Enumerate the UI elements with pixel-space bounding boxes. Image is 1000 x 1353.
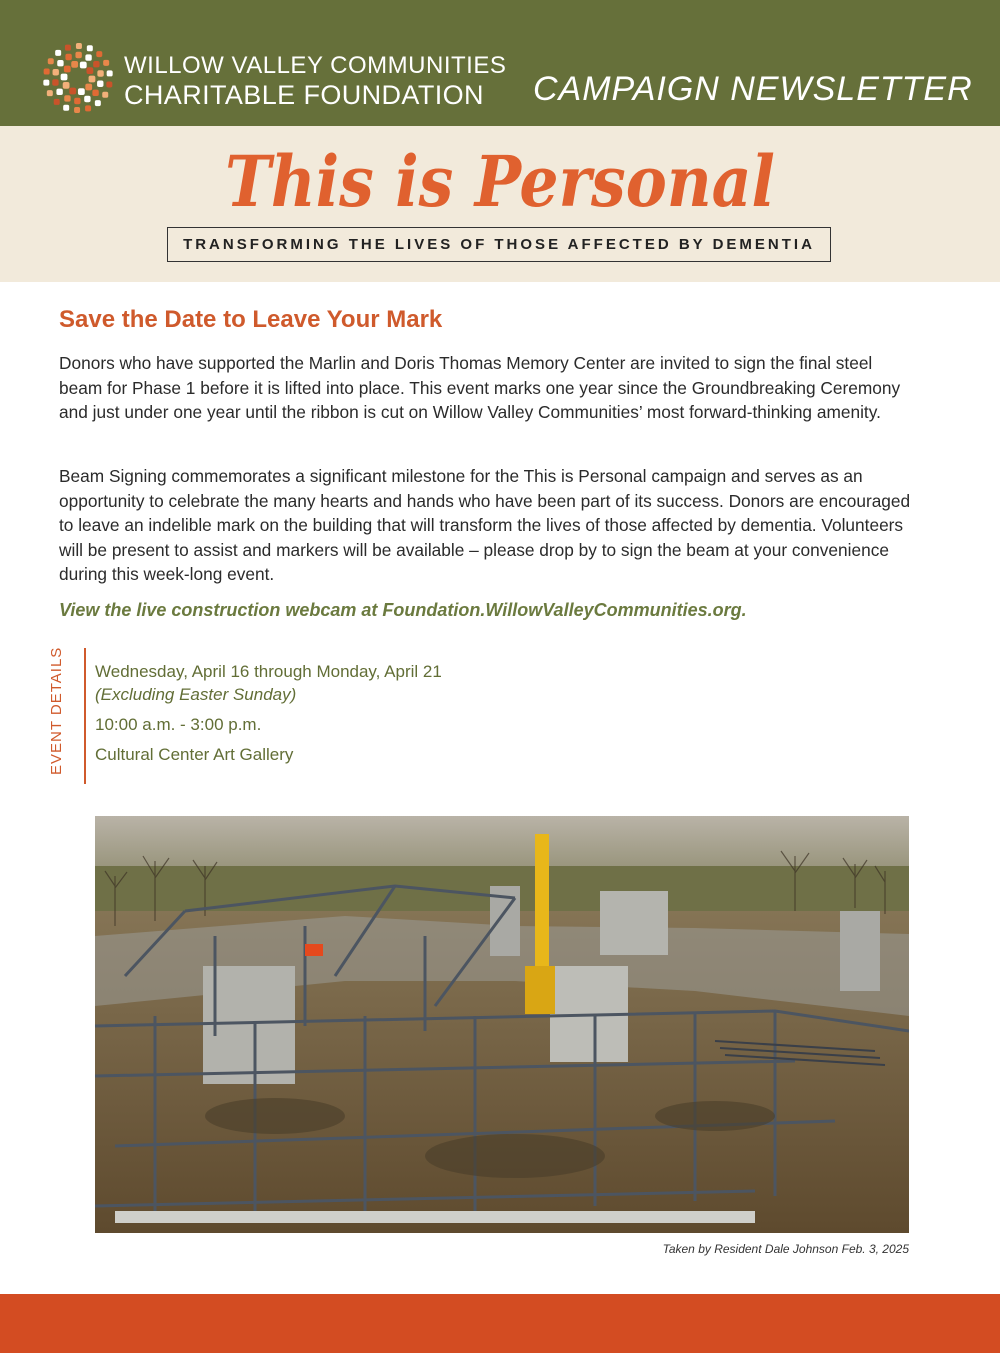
org-name-line2: CHARITABLE FOUNDATION <box>124 80 484 110</box>
footer-bar <box>0 1294 1000 1353</box>
event-details-label: EVENT DETAILS <box>48 646 65 775</box>
event-location: Cultural Center Art Gallery <box>95 745 294 764</box>
event-dates: Wednesday, April 16 through Monday, April 21 <box>95 662 442 681</box>
webcam-link[interactable]: View the live construction webcam at Foundation.WillowValleyCommunities.org. <box>59 600 747 620</box>
header-bar <box>0 0 1000 126</box>
sunburst-dots-logo-icon <box>40 40 116 116</box>
event-details-divider <box>84 648 86 784</box>
construction-site-illustration <box>95 816 909 1233</box>
article-paragraph-2: Beam Signing commemorates a significant milestone for the This is Personal campaign and serves as an opportunity to celebrate the many hearts and hands who have been part of its success. Donors are encouraged to leave an indelible mark on the building that will transform the lives of those affected by dementia. Volunteers will be present to assist and markers will be available – please drop by to sign the beam at your convenience during this week-long event. <box>59 466 911 584</box>
article-paragraph-1: Donors who have supported the Marlin and Doris Thomas Memory Center are invited to sign the final steel beam for Phase 1 before it is lifted into place. This event marks one year since the Groundbreaking Ceremony and just under one year until the ribbon is cut on Willow Valley Communities’ most forward-thinking amenity. <box>59 353 901 422</box>
construction-site-photo <box>95 816 909 1233</box>
org-name-line1: WILLOW VALLEY COMMUNITIES <box>124 52 507 79</box>
article-heading: Save the Date to Leave Your Mark <box>59 306 443 333</box>
event-dates-note: (Excluding Easter Sunday) <box>95 685 297 704</box>
photo-caption: Taken by Resident Dale Johnson Feb. 3, 2025 <box>662 1242 909 1256</box>
newsletter-label: CAMPAIGN NEWSLETTER <box>533 70 973 108</box>
campaign-title: This is Personal <box>225 140 775 223</box>
event-time: 10:00 a.m. - 3:00 p.m. <box>95 715 262 734</box>
campaign-tagline: TRANSFORMING THE LIVES OF THOSE AFFECTED BY DEMENTIA <box>167 227 831 262</box>
hero-banner <box>0 126 1000 282</box>
